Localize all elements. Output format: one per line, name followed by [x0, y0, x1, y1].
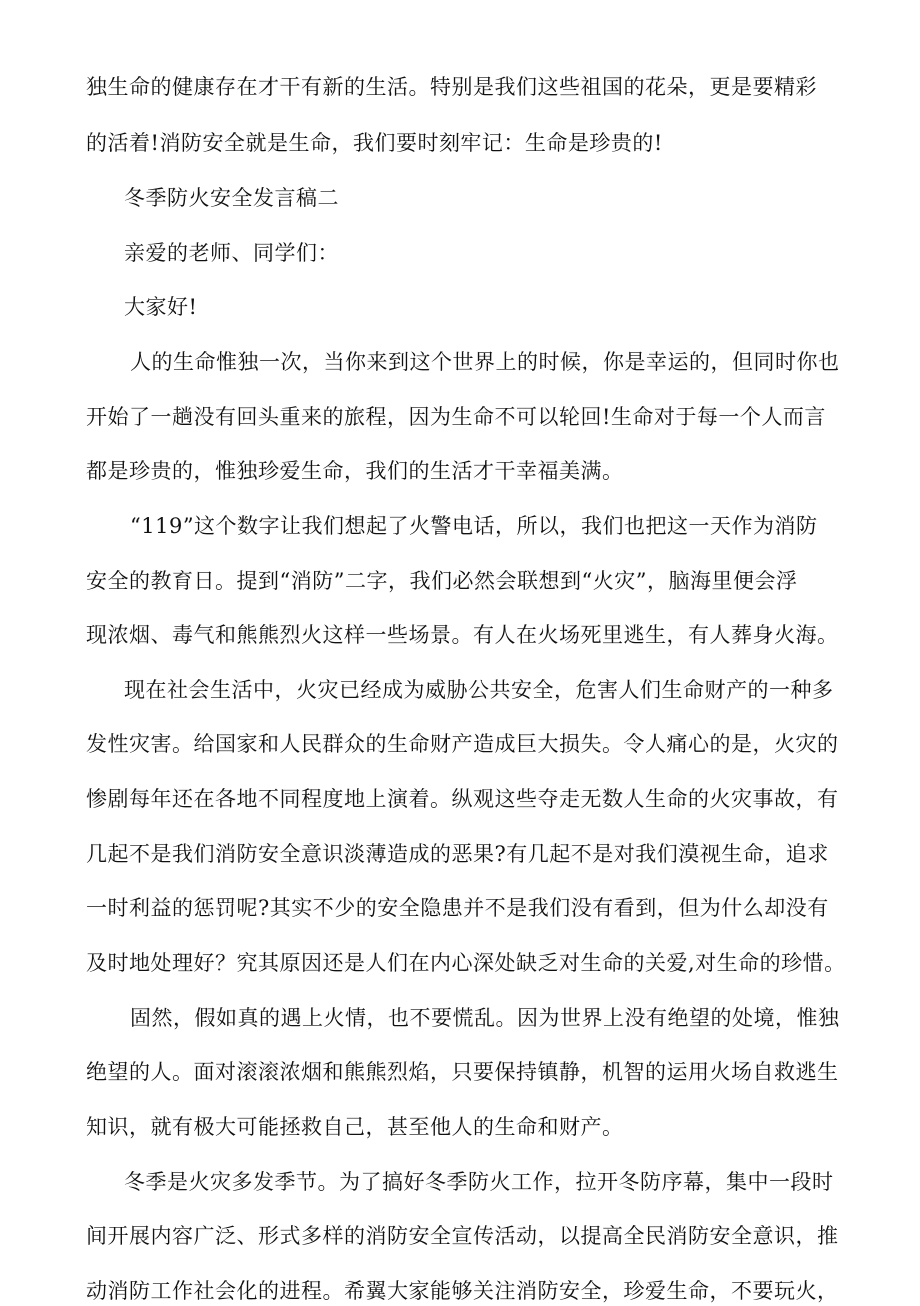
- text-line: 现浓烟、毒气和熊熊烈火这样一些场景。有人在火场死里逃生，有人葬身火海。: [86, 623, 839, 647]
- text-line: 固然，假如真的遇上火情，也不要慌乱。因为世界上没有绝望的处境，惟独: [130, 1006, 840, 1030]
- text-line: 开始了一趟没有回头重来的旅程，因为生命不可以轮回!生命对于每一个人而言: [86, 405, 826, 429]
- text-line: 及时地处理好？究其原因还是人们在内心深处缺乏对生命的关爱,对生命的珍惜。: [86, 951, 846, 975]
- text-line: 独生命的健康存在才干有新的生活。特别是我们这些祖国的花朵，更是要精彩: [86, 75, 817, 99]
- text-line: 知识，就有极大可能拯救自己，甚至他人的生命和财产。: [86, 1115, 624, 1139]
- salutation: 亲爱的老师、同学们：: [124, 241, 339, 265]
- text-line: 动消防工作社会化的进程。希翼大家能够关注消防安全，珍爱生命，不要玩火，: [86, 1279, 839, 1303]
- text-line: 间开展内容广泛、形式多样的消防安全宣传活动，以提高全民消防安全意识，推: [86, 1224, 839, 1248]
- greeting: 大家好!: [124, 295, 198, 319]
- text-line: 一时利益的惩罚呢?其实不少的安全隐患并不是我们没有看到，但为什么却没有: [86, 896, 829, 920]
- text-line: 现在社会生活中，火灾已经成为威胁公共安全，危害人们生命财产的一种多: [124, 678, 834, 702]
- text-line: 的活着!消防安全就是生命，我们要时刻牢记：生命是珍贵的!: [86, 131, 663, 155]
- text-line: 几起不是我们消防安全意识淡薄造成的恶果?有几起不是对我们漠视生命，追求: [86, 842, 829, 866]
- text-line: 人的生命惟独一次，当你来到这个世界上的时候，你是幸运的，但同时你也: [130, 350, 840, 374]
- text-line: 惨剧每年还在各地不同程度地上演着。纵观这些夺走无数人生命的火灾事故，有: [86, 787, 839, 811]
- text-line: 发性灾害。给国家和人民群众的生命财产造成巨大损失。令人痛心的是，火灾的: [86, 732, 839, 756]
- text-line: 冬季是火灾多发季节。为了搞好冬季防火工作，拉开冬防序幕，集中一段时: [124, 1170, 834, 1194]
- text-line: 安全的教育日。提到“消防”二字，我们必然会联想到“火灾”，脑海里便会浮: [86, 569, 798, 593]
- text-line: 绝望的人。面对滚滚浓烟和熊熊烈焰，只要保持镇静，机智的运用火场自救逃生: [86, 1060, 839, 1084]
- section-heading: 冬季防火安全发言稿二: [124, 186, 339, 210]
- text-line: “119”这个数字让我们想起了火警电话，所以，我们也把这一天作为消防: [130, 514, 818, 538]
- text-line: 都是珍贵的，惟独珍爱生命，我们的生活才干幸福美满。: [86, 459, 624, 483]
